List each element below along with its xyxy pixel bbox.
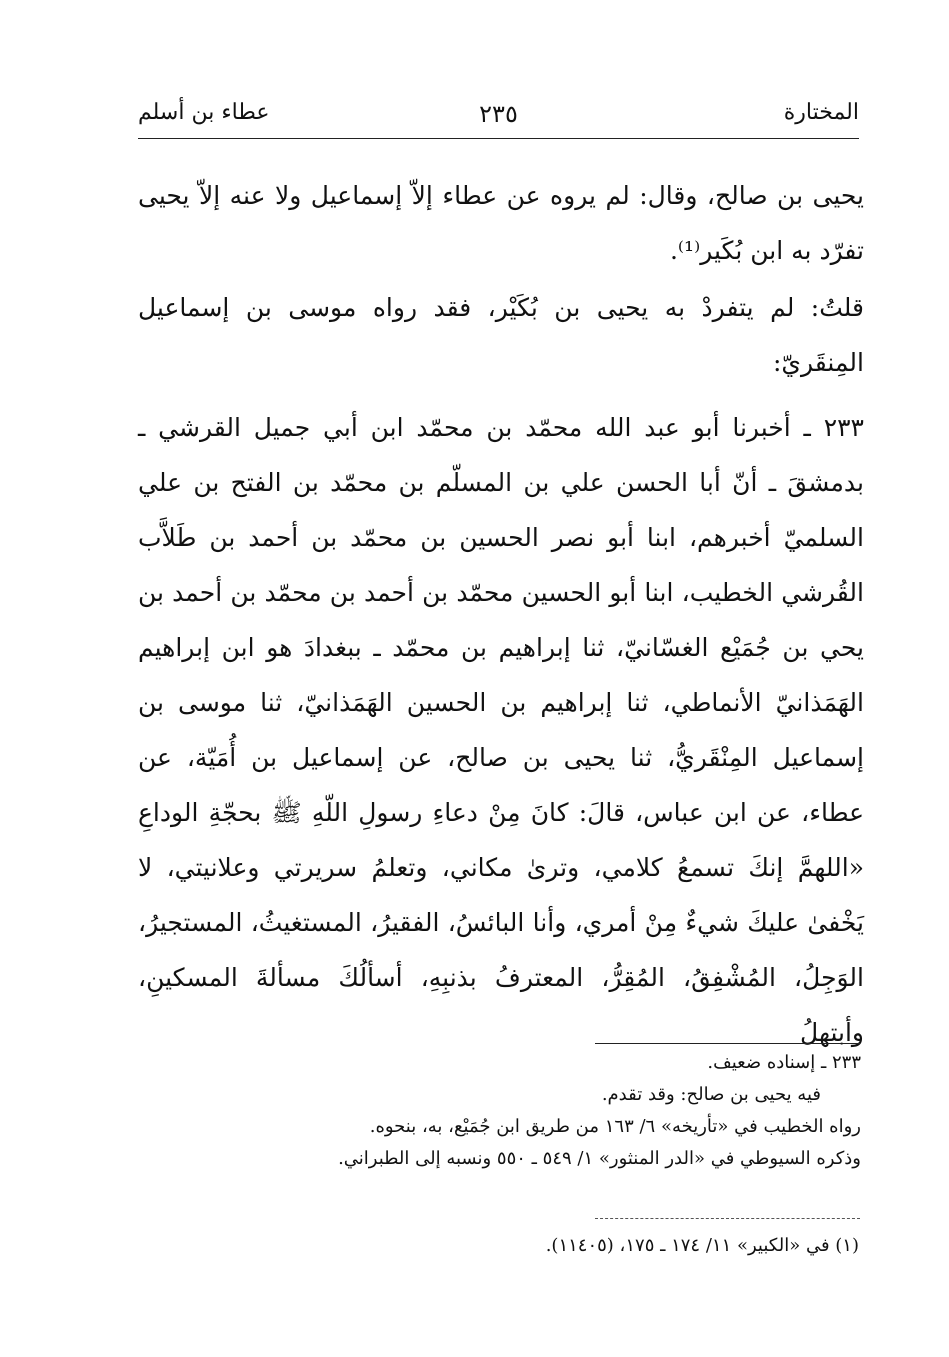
running-header: [138, 92, 859, 139]
hadith-233: ٢٣٣ ـ أخبرنا أبو عبد الله محمّد بن محمّد ابن أبي جميل القرشي ـ بدمشقَ ـ أنّ أبا الحسن علي بن المسلّم بن محمّد بن الفتح بن علي السلميّ أخبرهم، ابنا أبو نصر الحسين بن محمّد بن أحمد بن طَلاَّب القُرشي الخطيب، ابنا أبو الحسين محمّد بن أحمد بن محمّد بن أحمد بن يحي بن جُمَيْع الغسّانيّ، ثنا إبراهيم بن محمّد ـ ببغدادَ هو ابن إبراهيم الهَمَذانيّ الأنماطي، ثنا إبراهيم بن الحسين الهَمَذانيّ، ثنا موسى بن إسماعيل المِنْقَريُّ، ثنا يحيى بن صالح، عن إسماعيل بن أُمَيّة، عن عطاء، عن ابن عباس، قالَ: كانَ مِنْ دعاءِ رسولِ اللّهِ ﷺ بحجّةِ الوداعِ «اللهمَّ إنكَ تسمعُ كلامي، وترىٰ مكاني، وتعلمُ سريرتي وعلانيتي، لا يَخْفىٰ عليكَ شيءٌ مِنْ أمري، وأنا البائسُ، الفقيرُ، المستغيثُ، المستجيرُ، الوَجِلُ، المُشْفِقُ، المُقِرُّ، المعترفُ بذنبِهِ، أسألُكَ مسألةَ المسكينِ، وأبتهلُ: [138, 413, 864, 1047]
endnote-1: (١) في «الكبير» ١١/ ١٧٤ ـ ١٧٥، (١١٤٠٥).: [545, 1235, 859, 1256]
page-number: ٢٣٥: [479, 100, 518, 128]
footnote-line: وذكره السيوطي في «الدر المنثور» ١/ ٥٤٩ ـ ٥٥٠ ونسبه إلى الطبراني.: [338, 1148, 861, 1169]
paragraph-1: يحيى بن صالح، وقال: لم يروه عن عطاء إلاّ إسماعيل ولا عنه إلاّ يحيى تفرّد به ابن بُكَير⁽¹⁾.: [138, 181, 864, 265]
footnote-line: ٢٣٣ ـ إسناده ضعيف.: [707, 1052, 861, 1073]
footnote-line: رواه الخطيب في «تأريخه» ٦/ ١٦٣ من طريق ابن جُمَيْع، به، بنحوه.: [369, 1116, 861, 1137]
endnote-divider: [595, 1218, 860, 1219]
footnote-line: فيه يحيى بن صالح: وقد تقدم.: [601, 1084, 821, 1105]
footnote-divider: [595, 1043, 860, 1044]
hadith-footnotes: [141, 1047, 861, 1175]
header-chapter-title: عطاء بن أسلم: [138, 100, 270, 125]
paragraph-2: قلتُ: لم يتفردْ به يحيى بن بُكَيْر، فقد رواه موسى بن إسماعيل المِنقَريّ:: [138, 293, 864, 377]
header-book-title: المختارة: [783, 100, 859, 125]
